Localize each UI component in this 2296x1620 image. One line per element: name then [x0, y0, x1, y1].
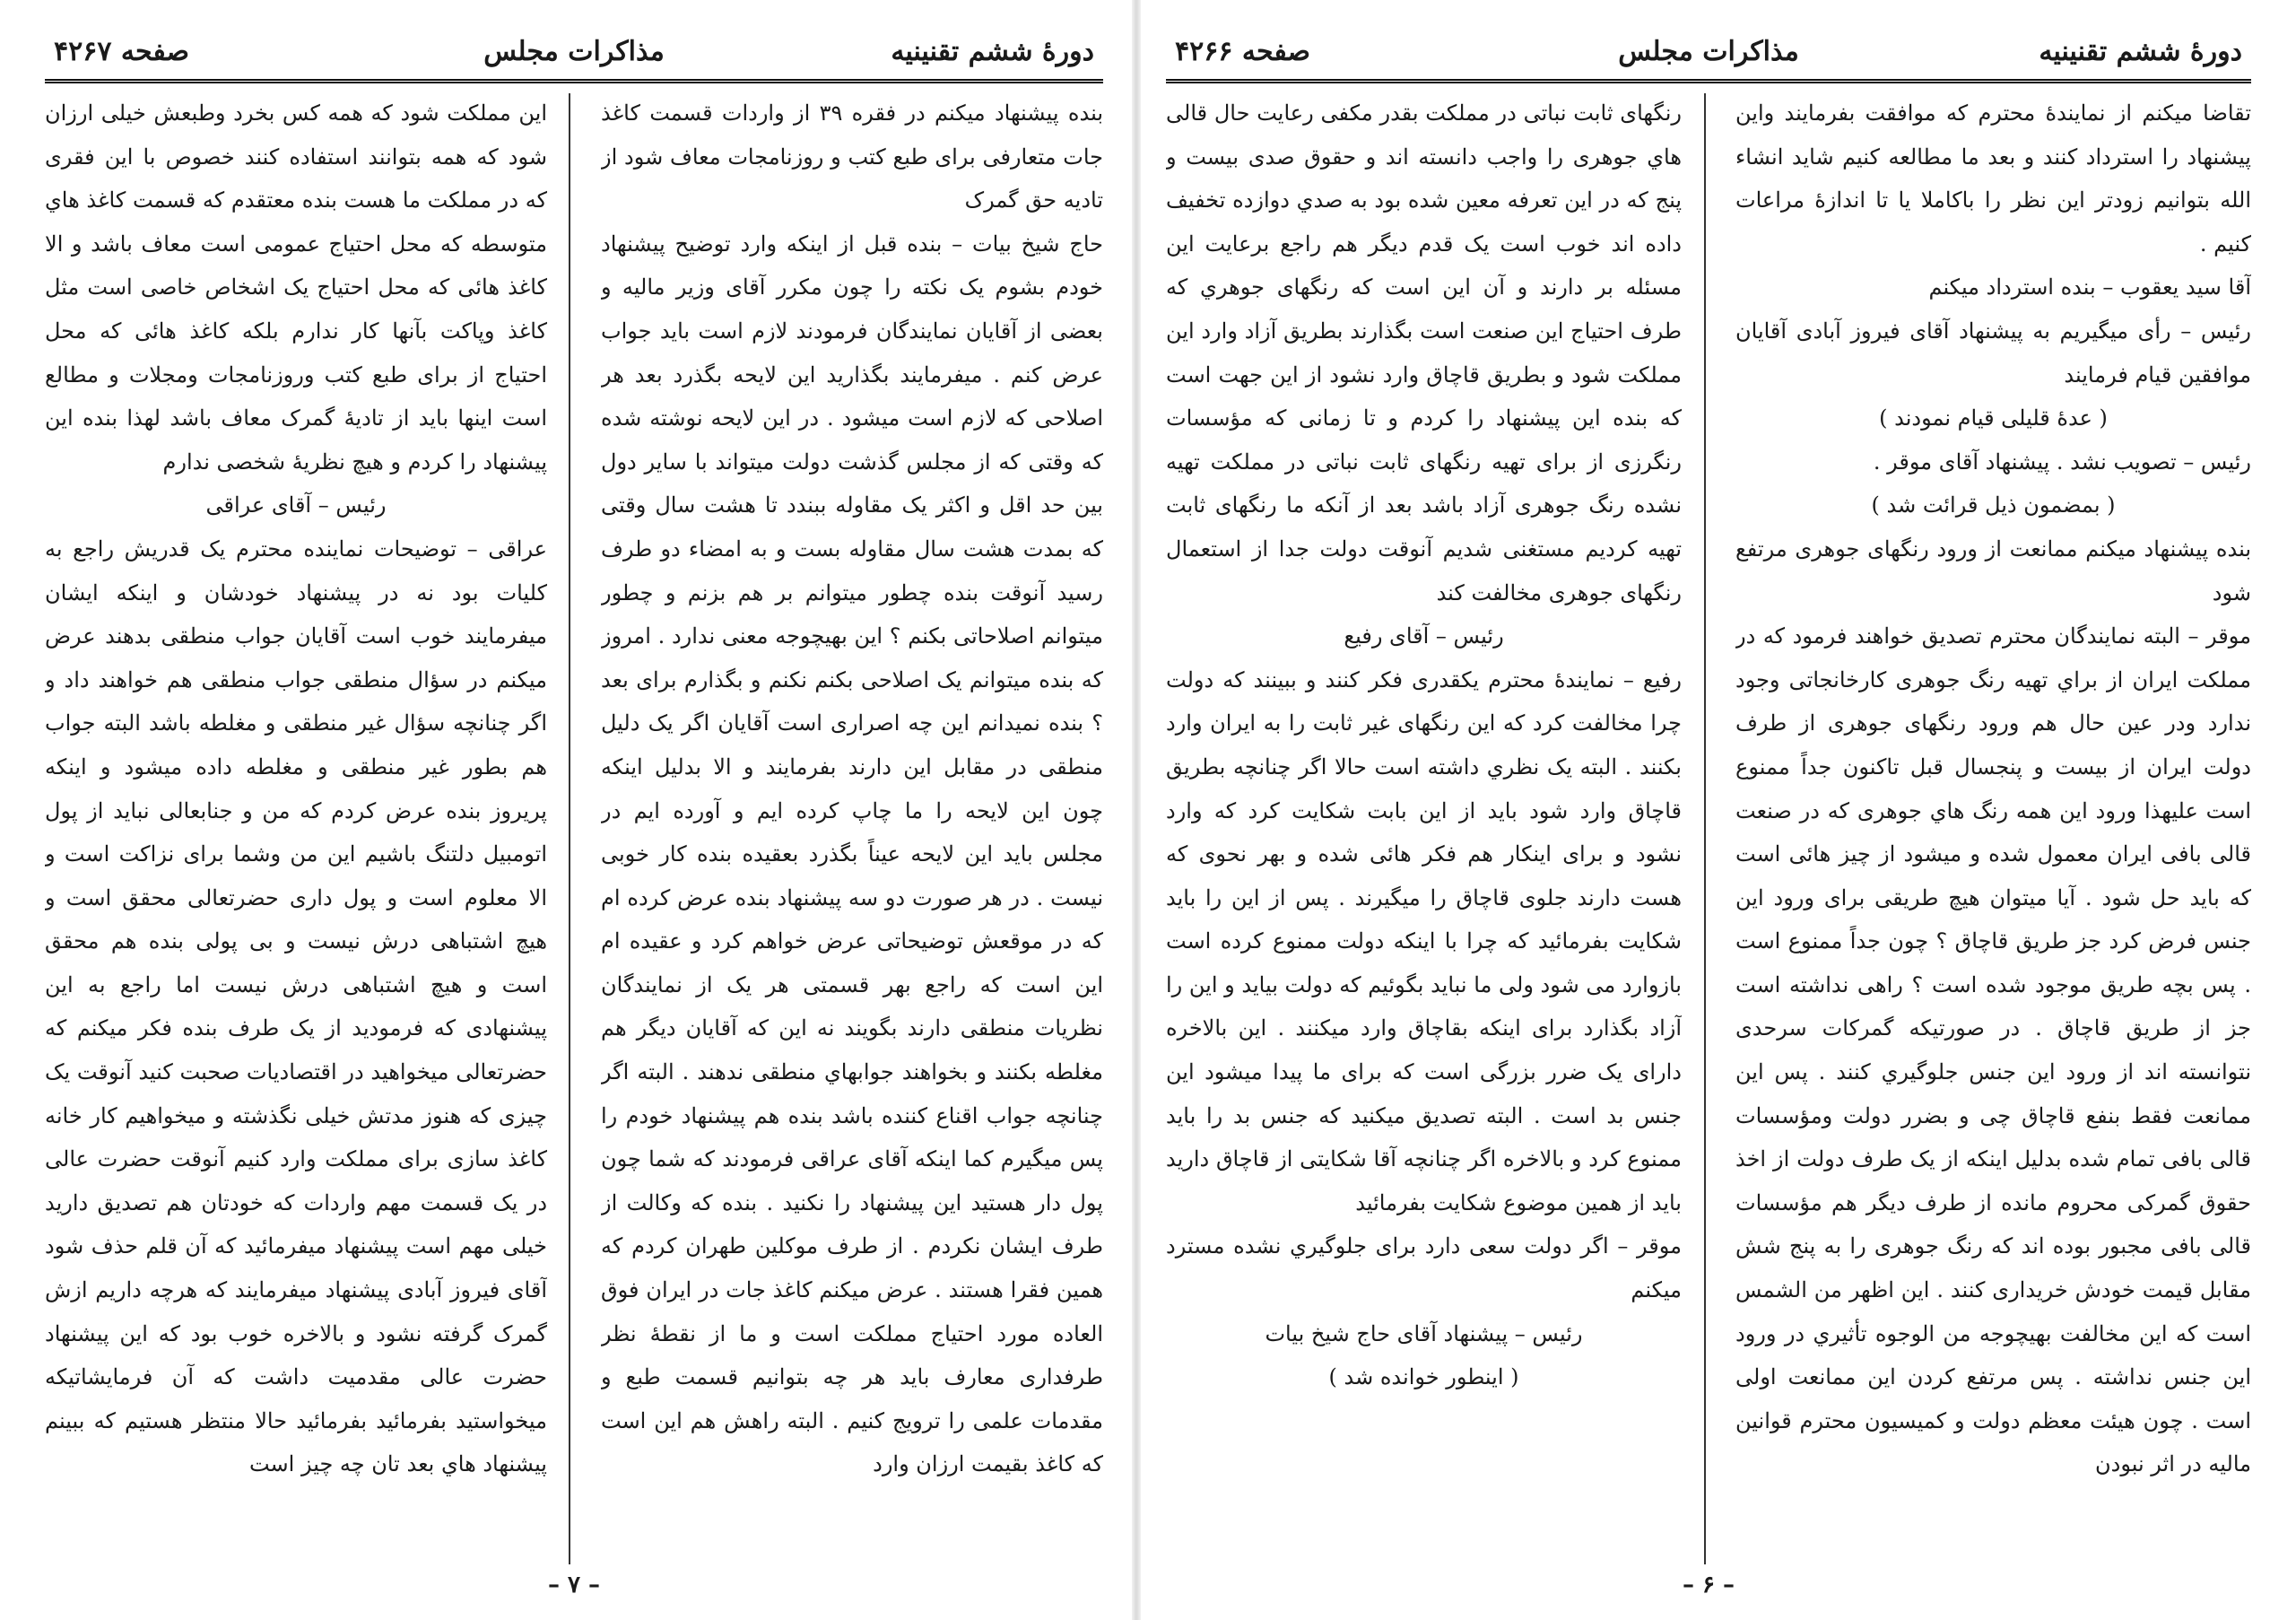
- paragraph: تقاضا میکنم از نمایندهٔ محترم که موافقت بفرمایند واین پیشنهاد را استرداد کنند و بعد ما مطالعه کنیم شاید انشاء الله بتوانیم زودتر این نظر را باکاملا یا تا اندازهٔ مراعات کنیم .: [1735, 100, 2251, 257]
- paragraph: رئیس – تصویب نشد . پیشنهاد آقای موقر .: [1873, 449, 2251, 475]
- page-header: [1166, 16, 2251, 83]
- page-footer: – ۶ –: [1682, 1572, 1735, 1598]
- paragraph: رنگهای ثابت نباتی در مملکت بقدر مکفی رعایت حال قالی هاي جوهری را واجب دانسته اند و حقوق صدی بیست و پنج که در این تعرفه معین شده بود به صدي دوازده تخفیف داده اند خوب است یک قدم دیگر هم راجع برعایت این مسئله بر دارند و آن این است که رنگهای جوهري که طرف احتیاج این صنعت است بگذارند بطریق آزاد وارد این مملکت شود و بطریق قاچاق وارد نشود از این جهت است که بنده این پیشنهاد را کردم و تا زمانی که مؤسسات رنگرزی از برای تهیه رنگهای ثابت نباتی در مملکت تهیه نشده رنگ جوهری آزاد باشد بعد از آنکه ما رنگهای ثابت تهیه کردیم مستغنی شدیم آنوقت دولت جدا از استعمال رنگهای جوهری مخالفت کند: [1166, 100, 1682, 605]
- paragraph: موقر – البته نمایندگان محترم تصدیق خواهند فرمود که در مملکت ایران از براي تهیه رنگ جوهری کارخانجاتی وجود ندارد ودر عین حال هم ورود رنگهای جوهری از طرف دولت ایران از بیست و پنجسال قبل تاکنون جداً ممنوع است علیهذا ورود این همه رنگ هاي جوهری که در صنعت قالی بافی ایران معمول شده و میشود از چیز هائی است که باید حل شود . آیا میتوان هیچ طریقی برای ورود این جنس فرض کرد جز طریق قاچاق ؟ چون جداً ممنوع است . پس بچه طریق موجود شده است ؟ راهی نداشته است جز از طریق قاچاق . در صورتیکه گمرکات سرحدی نتوانسته اند از ورود این جنس جلوگیري کنند . پس این ممانعت فقط بنفع قاچاق چی و بضرر دولت ومؤسسات قالی بافی تمام شده بدلیل اینکه از یک طرف دولت از اخذ حقوق گمرکی محروم مانده از طرف دیگر هم مؤسسات قالی بافی مجبور بوده اند که رنگ جوهری را به پنج شش مقابل قیمت خودش خریداری کنند . این اظهر من الشمس است که این مخالفت بهیچوجه من الوجوه تأثیري در ورود این جنس نداشته . پس مرتفع کردن این ممانعت اولی است . چون هیئت معظم دولت و کمیسیون محترم قوانین مالیه در اثر نبودن: [1735, 623, 2251, 1477]
- text-column-left: [1166, 91, 1682, 1563]
- speaker-line: آقا سید یعقوب – بنده استرداد میکنم: [1928, 274, 2251, 300]
- paragraph: این مملکت شود که همه کس بخرد وطبعش خیلی ارزان شود که همه بتوانند استفاده کنند خصوص با این فقری که در مملکت ما هست بنده معتقدم که قسمت کاغذ هاي متوسطه که محل احتیاج عمومی است معاف باشد و الا کاغذ هائی که محل احتیاج یک اشخاص خاصی است مثل کاغذ وپاکت بآنها کار ندارم بلکه کاغذ هائی که محل احتیاج از برای طبع کتب وروزنامجات ومجلات و مطالع است اینها باید از تادیهٔ گمرک معاف باشد لهذا بنده این پیشنهاد را کردم و هیچ نظریهٔ شخصی ندارم: [45, 100, 547, 475]
- stage-direction: ( بمضمون ذیل قرائت شد ): [1871, 492, 2116, 518]
- page-4267: [36, 0, 1112, 1620]
- paragraph: رئیس – رأی میگیریم به پیشنهاد آقای فیروز آبادی آقایان موافقین قیام فرمایند: [1735, 318, 2251, 388]
- column-divider: [1704, 93, 1706, 1564]
- speaker-line: رئیس – پیشنهاد آقای حاج شیخ بیات: [1265, 1320, 1583, 1346]
- paragraph: حاج شیخ بیات – بنده قبل از اینکه وارد توضیح پیشنهاد خودم بشوم یک نکته را چون مکرر آقای وزیر مالیه و بعضی از آقایان نمایندگان فرمودند لازم است باید جواب عرض کنم . میفرمایند بگذارید این لایحه بگذرد بعد هر اصلاحی که لازم است میشود . در این لایحه نوشته شده که وقتی که از مجلس گذشت دولت میتواند با سایر دول بین حد اقل و اکثر یک مقاوله ببندد تا هشت سال وقتی که بمدت هشت سال مقاوله بست و به امضاء دو طرف رسید آنوقت بنده چطور میتوانم بر هم بزنم و چطور میتوانم اصلاحاتی بکنم ؟ این بهیچوجه معنی ندارد . امروز که بنده میتوانم یک اصلاحی بکنم نکنم و بگذارم برای بعد ؟ بنده نمیدانم این چه اصراری است آقایان اگر یک دلیل منطقی در مقابل این دارند بفرمایند و الا بدلیل اینکه چون این لایحه را ما چاپ کرده ایم و آورده ایم در مجلس باید این لایحه عیناً بگذرد بعقیده بنده کار خوبی نیست . در هر صورت دو سه پیشنهاد بنده عرض کرده ام که در موقعش توضیحاتی عرض خواهم کرد و عقیده ام این است که راجع بهر قسمتی هر یک از نمایندگان نظریات منطقی دارند بگویند نه این که آقایان دیگر هم مغلطه بکنند و بخواهند جوابهاي منطقی ندهند . البته اگر چنانچه جواب اقناع کننده باشد بنده هم پیشنهاد خودم را پس میگیرم کما اینکه آقای عراقی فرمودند که شما چون پول دار هستید این پیشنهاد را نکنید . بنده که وکالت از طرف ایشان نکردم . از طرف موکلین طهران کردم که همین فقرا هستند . عرض میکنم کاغذ جات در ایران فوق العاده مورد احتیاج مملکت است و ما از نقطهٔ نظر طرفداری معارف باید هر چه بتوانیم قسمت طبع و مقدمات علمی را ترویج کنیم . البته راهش هم این است که کاغذ بقیمت ارزان وارد: [601, 231, 1103, 1477]
- page-number: صفحه ۴۲۶۶: [1175, 36, 1310, 67]
- text-column-right: [1735, 91, 2251, 1563]
- paragraph: بنده پیشنهاد میکنم ممانعت از ورود رنگهای جوهری مرتفع شود: [1735, 536, 2251, 605]
- paragraph: عراقی – توضیحات نماینده محترم یک قدریش راجع به کلیات بود نه در پیشنهاد خودشان و اینکه ایشان میفرمایند خوب است آقایان جواب منطقی بدهند عرض میکنم در سؤال منطقی جواب منطقی هم خواهند داد و اگر چنانچه سؤال غیر منطقی و مغلطه باشد البته جواب هم بطور غیر منطقی و مغلطه داده میشود و اینکه پریروز بنده عرض کردم که من و جنابعالی نباید از پول اتومبیل دلتنگ باشیم این من وشما برای نزاکت است و الا معلوم است و پول داری حضرتعالی محقق است و هیچ اشتباهی درش نیست و بی پولی بنده هم محقق است و هیچ اشتباهی درش نیست اما راجع به این پیشنهادی که فرمودید از یک طرف بنده فکر میکنم که حضرتعالی میخواهید در اقتصادیات صحبت کنید آنوقت یک چیزی که هنوز مدتش خیلی نگذشته و میخواهیم کار خانه کاغذ سازی برای مملکت وارد کنیم آنوقت حضرت عالی در یک قسمت مهم واردات که خودتان هم تصدیق داريد خیلی مهم است پیشنهاد میفرمائید که آن قلم حذف شود آقای فیروز آبادی پیشنهاد میفرمایند که هرچه داریم ازش گمرک گرفته نشود و بالاخره خوب بود که این پیشنهاد حضرت عالی مقدمیت داشت که آن فرمایشاتیکه میخواستید بفرمائید بفرمائید حالا منتظر هستیم که ببینم پیشنهاد هاي بعد تان چه چیز است: [45, 536, 547, 1477]
- stage-direction: ( عدهٔ قلیلی قیام نمودند ): [1879, 405, 2108, 431]
- publication-title: مذاکرات مجلس: [483, 36, 665, 67]
- stage-direction: ( اینطور خوانده شد ): [1328, 1364, 1519, 1390]
- paragraph: موقر – اگر دولت سعی دارد برای جلوگیري نشده مسترد میکنم: [1166, 1233, 1682, 1303]
- text-column-left: [45, 91, 547, 1563]
- publication-title: مذاکرات مجلس: [1618, 36, 1799, 67]
- page-header: [45, 16, 1103, 83]
- book-gutter: [1132, 0, 1141, 1620]
- paragraph: بنده پیشنهاد میکنم در فقره ۳۹ از واردات قسمت کاغذ جات متعارفی برای طبع کتب و روزنامجات معاف شود از تادیه حق گمرک: [601, 100, 1103, 213]
- session-title: دورهٔ ششم تقنینیه: [891, 36, 1094, 67]
- session-title: دورهٔ ششم تقنینیه: [2039, 36, 2242, 67]
- page-4266: [1157, 0, 2260, 1620]
- text-column-right: [601, 91, 1103, 1563]
- page-footer: – ۷ –: [547, 1572, 601, 1598]
- column-divider: [569, 93, 570, 1564]
- speaker-line: رئیس – آقای عراقی: [205, 492, 387, 518]
- paragraph: رفیع – نمایندهٔ محترم یکقدری فکر کنند و ببینند که دولت چرا مخالفت کرد که این رنگهای غیر ثابت را به ایران وارد بکنند . البته یک نظري داشته است حالا اگر چنانچه بطریق قاچاق وارد شود باید از این بابت شکایت کرد که وارد نشود و برای اینکار هم فکر هائی شده و بهر نحوی که هست دارند جلوی قاچاق را میگیرند . پس از این را باید شکایت بفرمائید که چرا با اینکه دولت ممنوع کرده است بازوارد می شود ولی ما نباید بگوئیم که دولت بیاید و این را آزاد بگذارد برای اینکه بقاچاق وارد میکنند . این بالاخره دارای یک ضرر بزرگی است که برای ما پیدا میشود این جنس بد است . البته تصدیق میکنید که جنس بد را باید ممنوع کرد و بالاخره اگر چنانچه آقا شکایتی از قاچاق دارید باید از همین موضوع شکایت بفرمائید: [1166, 666, 1682, 1215]
- page-number: صفحه ۴۲۶۷: [54, 36, 189, 67]
- speaker-line: رئیس – آقای رفیع: [1344, 623, 1504, 649]
